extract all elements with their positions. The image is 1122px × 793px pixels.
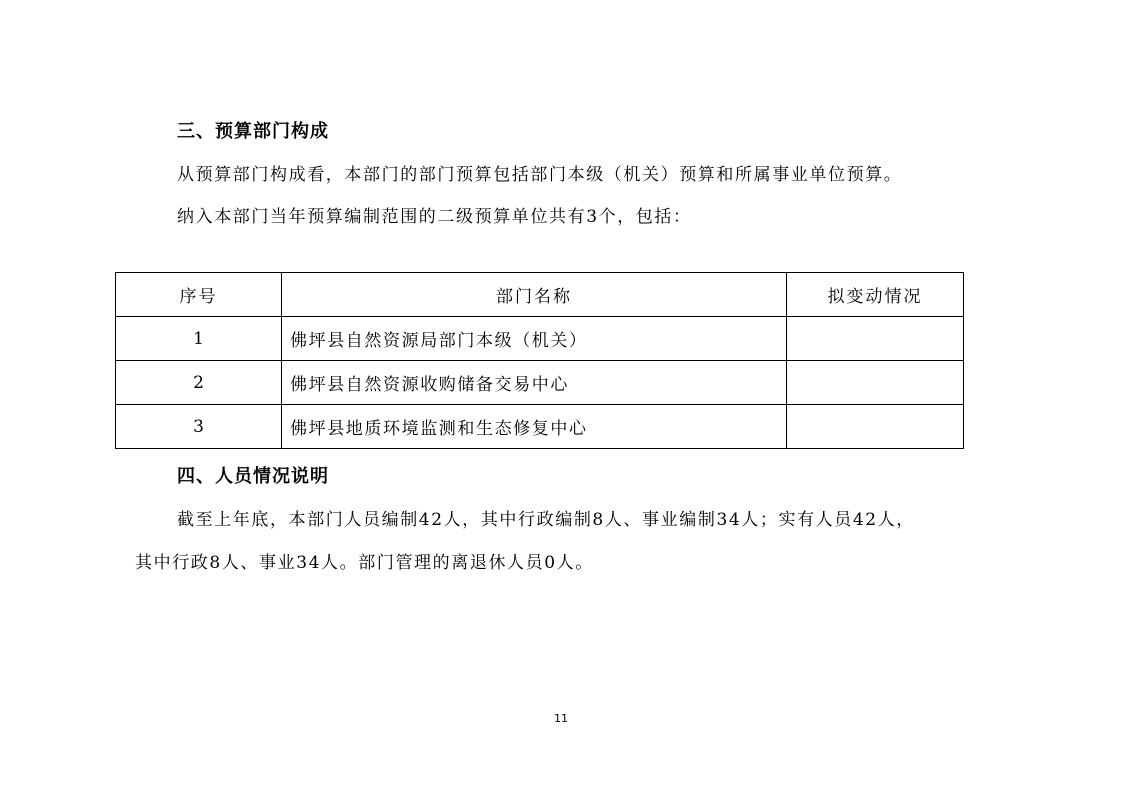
table-row [116,405,964,449]
column-header-department-name: 部门名称 [282,273,787,317]
row-number: 2 [116,361,282,405]
table-row [116,361,964,405]
row-number: 1 [116,317,282,361]
department-table [115,272,964,449]
department-name: 佛坪县地质环境监测和生态修复中心 [282,405,787,449]
column-header-change-status: 拟变动情况 [787,273,964,317]
change-status [787,405,964,449]
change-status [787,317,964,361]
row-number: 3 [116,405,282,449]
page-number: 11 [554,712,568,725]
section4-heading: 四、人员情况说明 [177,466,329,487]
section3-paragraph-line-1: 从预算部门构成看，本部门的部门预算包括部门本级（机关）预算和所属事业单位预算。 [177,165,903,185]
section4-paragraph-line-1: 截至上年底，本部门人员编制42人，其中行政编制8人、事业编制34人；实有人员42人， [177,510,915,530]
section4-paragraph-line-2: 其中行政8人、事业34人。部门管理的离退休人员0人。 [135,553,594,573]
department-name: 佛坪县自然资源收购储备交易中心 [282,361,787,405]
section3-paragraph-line-2: 纳入本部门当年预算编制范围的二级预算单位共有3个，包括： [177,207,692,227]
section3-heading: 三、预算部门构成 [177,121,329,142]
column-header-number: 序号 [116,273,282,317]
table-row [116,317,964,361]
table-header-row [116,273,964,317]
department-name: 佛坪县自然资源局部门本级（机关） [282,317,787,361]
change-status [787,361,964,405]
